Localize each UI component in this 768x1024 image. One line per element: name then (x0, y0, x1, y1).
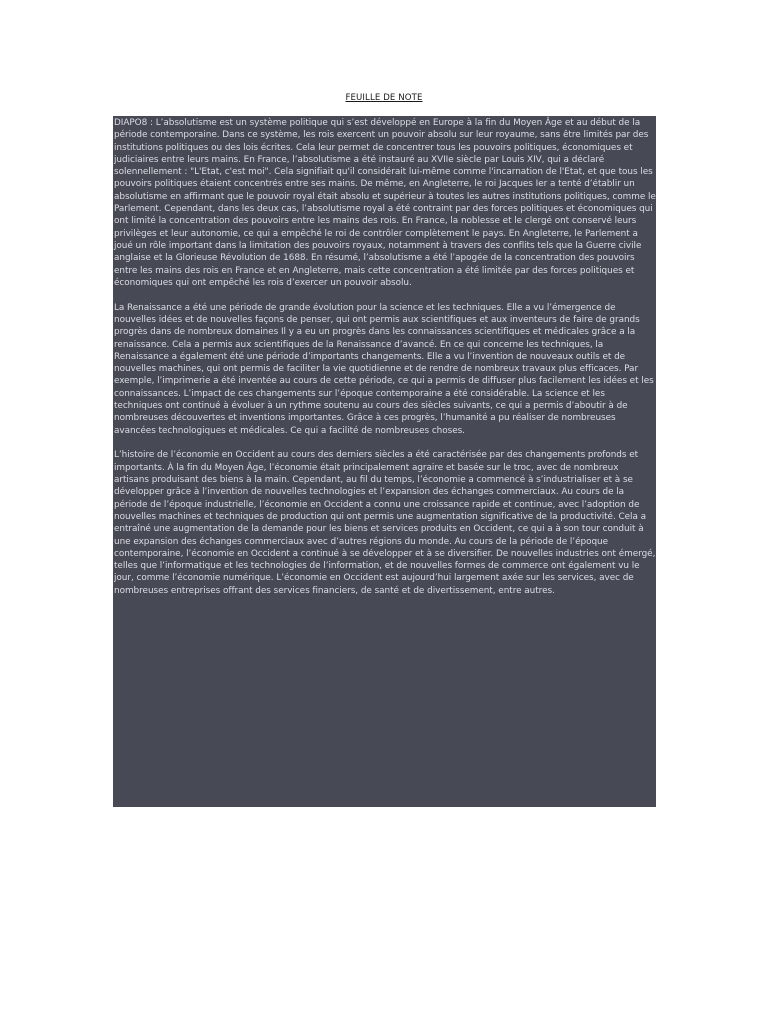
paragraph-economie: L’histoire de l’économie en Occident au cours des derniers siècles a été caractérisée par des changements profonds et importants. À la fin du Moyen Âge, l’économie était principalement agraire et basée sur le troc, avec de nombreux artisans produisant des biens à la main. Cependant, au fil du temps, l’économie a commencé à s’industrialiser et à se développer grâce à l’invention de nouvelles technologies et l’expansion des échanges commerciaux. Au cours de la période de l’époque industrielle, l’économie en Occident a connu une croissance rapide et continue, avec l’adoption de nouvelles machines et techniques de production qui ont permis une augmentation significative de la productivité. Cela a entraîné une augmentation de la demande pour les biens et services produits en Occident, ce qui a à son tour conduit à une expansion des échanges commerciaux avec d’autres régions du monde. Au cours de la période de l’époque contemporaine, l’économie en Occident a continué à se développer et à se diversifier. De nouvelles industries ont émergé, telles que l’informatique et les technologies de l’information, et de nouvelles formes de commerce ont également vu le jour, comme l’économie numérique. L’économie en Occident est aujourd’hui largement axée sur les services, avec de nombreuses entreprises offrant des services financiers, de santé et de divertissement, entre autres. (114, 450, 656, 596)
paragraph-renaissance: La Renaissance a été une période de grande évolution pour la science et les techniques. Elle a vu l’émergence de nouvelles idées et de nouvelles façons de penser, qui ont permis aux scientifiques et aux inventeurs de faire de grands progrès dans de nombreux domaines Il y a eu un progrès dans les connaissances scientifiques et médicales grâce a la renaissance. Cela a permis aux scientifiques de la Renaissance d’avancé. En ce qui concerne les techniques, la Renaissance a également été une période d’importants changements. Elle a vu l’invention de nouveaux outils et de nouvelles machines, qui ont permis de faciliter la vie quotidienne et de rendre de nombreux travaux plus efficaces. Par exemple, l’imprimerie a été inventée au cours de cette période, ce qui a permis de diffuser plus facilement les idées et les connaissances. L’impact de ces changements sur l’époque contemporaine a été considérable. La science et les techniques ont continué à évoluer à un rythme soutenu au cours des siècles suivants, ce qui a permis d’aboutir à de nombreuses découvertes et inventions importantes. Grâce à ces progrès, l’humanité a pu réaliser de nombreuses avancées technologiques et médicales. Ce qui a facilité de nombreuses choses. (114, 302, 654, 436)
note-text-box (113, 116, 656, 807)
document-title: FEUILLE DE NOTE (345, 93, 423, 103)
paragraph-absolutisme: DIAPO8 : L’absolutisme est un système politique qui s’est développé en Europe à la fin du Moyen Âge et au début de la période contemporaine. Dans ce système, les rois exercent un pouvoir absolu sur leur royaume, sans être limités par des institutions politiques ou des lois écrites. Cela leur permet de concentrer tous les pouvoirs politiques, économiques et judiciaires entre leurs mains. En France, l’absolutisme a été instauré au XVIIe siècle par Louis XIV, qui a déclaré solennellement : "L'Etat, c'est moi". Cela signifiait qu'il considérait lui-même comme l'incarnation de l'Etat, et que tous les pouvoirs politiques étaient concentrés entre ses mains. De même, en Angleterre, le roi Jacques Ier a tenté d’établir un absolutisme en affirmant que le pouvoir royal était absolu et supérieur à toutes les autres institutions politiques, comme le Parlement. Cependant, dans les deux cas, l’absolutisme royal a été contraint par des forces politiques et économiques qui ont limité la concentration des pouvoirs entre les mains des rois. En France, la noblesse et le clergé ont conservé leurs privilèges et leur autonomie, ce qui a empêché le roi de contrôler complètement le pays. En Angleterre, le Parlement a joué un rôle important dans la limitation des pouvoirs royaux, notamment à travers des conflits tels que la Guerre civile anglaise et la Glorieuse Révolution de 1688. En résumé, l’absolutisme a été l’apogée de la concentration des pouvoirs entre les mains des rois en France et en Angleterre, mais cette concentration a été limitée par des forces politiques et économiques qui ont empêché les rois d’exercer un pouvoir absolu. (114, 118, 656, 288)
